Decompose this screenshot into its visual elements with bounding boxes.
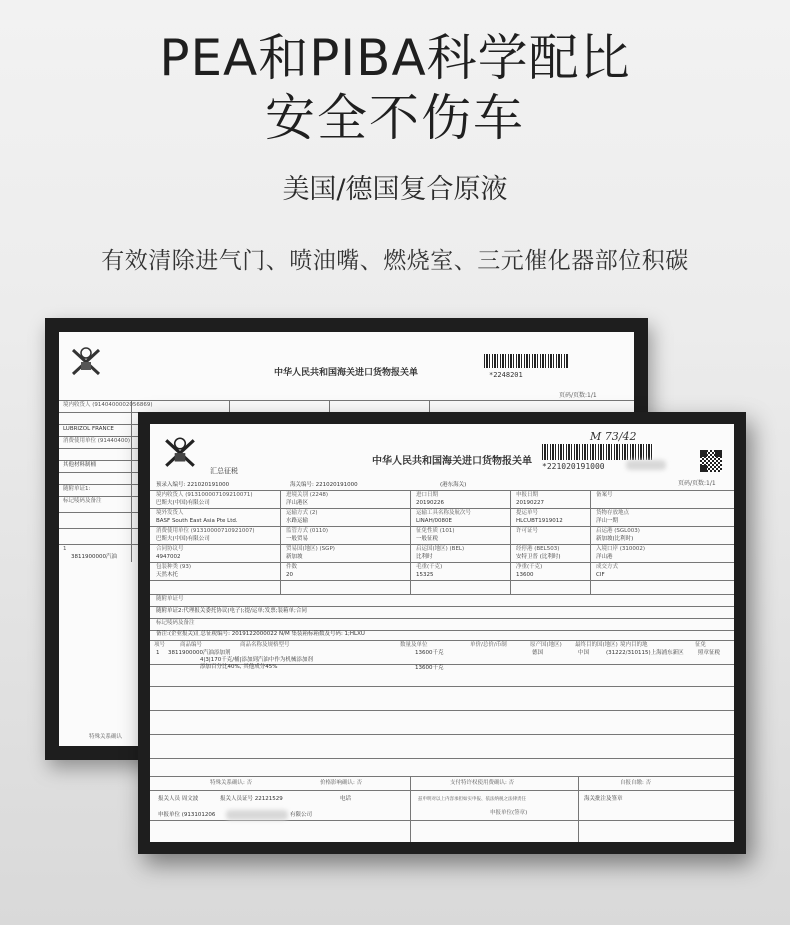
goods-header-dest: 最终目的国(地区) xyxy=(575,642,618,648)
back-field: 3811900000汽油 xyxy=(71,554,117,560)
grid-cell: 货物存放地点 xyxy=(596,510,630,516)
grid-cell: 15325 xyxy=(416,572,434,578)
grid-cell: BASF South East Asia Pte Ltd. xyxy=(156,518,238,524)
grid-cell: 件数 xyxy=(286,564,298,570)
declare-unit-tail: 有限公司 xyxy=(290,812,313,818)
grid-cell: 一般贸易 xyxy=(286,536,309,542)
description: 有效清除进气门、喷油嘴、燃烧室、三元催化器部位积碳 xyxy=(101,248,689,274)
declare-unit: 申报单位 (913101206 xyxy=(158,812,216,818)
customs-port: (港东海关) xyxy=(440,482,467,488)
grid-cell: 洋山一期 xyxy=(596,518,619,524)
footer-label-4: 自报自缴: 否 xyxy=(620,780,652,786)
footer-label-3: 支付特许权使用费确认: 否 xyxy=(450,780,515,786)
grid-cell: 启运港 (SGL003) xyxy=(596,528,640,534)
goods-header-origin: 原产国(地区) xyxy=(530,642,562,648)
grid-cell: 洋山港区 xyxy=(286,500,309,506)
grid-cell: 经停港 (BEL503) xyxy=(516,546,560,552)
grid-cell: 水路运输 xyxy=(286,518,309,524)
grid-cell: 启运国(地区) (BEL) xyxy=(416,546,465,552)
phone-label: 电话 xyxy=(340,796,352,802)
back-barcode-number: *2248201 xyxy=(489,371,523,379)
goods-header-price: 单价/总价/币制 xyxy=(470,642,507,648)
grid-cell: 巴斯夫(中国)有限公司 xyxy=(156,500,210,506)
grid-cell: 20 xyxy=(286,572,293,578)
front-barcode xyxy=(542,444,654,460)
qr-code-icon xyxy=(700,450,722,472)
grid-cell: 13600 xyxy=(516,572,534,578)
grid-cell: 消费使用单位 (91310000710921007) xyxy=(156,528,255,534)
grid-cell: 征免性质 (101) xyxy=(416,528,455,534)
headline-line-2: 安全不伤车 xyxy=(265,89,525,147)
grid-cell: 运输方式 (2) xyxy=(286,510,318,516)
goods-item-origin: 德国 xyxy=(532,650,544,656)
grid-cell: 包装种类 (93) xyxy=(156,564,192,570)
back-field: 标记唛码及备注 xyxy=(63,498,102,504)
grid-cell: 一般征税 xyxy=(416,536,439,542)
goods-item-qty-2: 13600千克 xyxy=(415,665,444,671)
grid-cell: 4947002 xyxy=(156,554,181,560)
grid-cell: 许可证号 xyxy=(516,528,539,534)
grid-cell: 成交方式 xyxy=(596,564,619,570)
goods-header-domestic: 境内目的地 xyxy=(620,642,648,648)
grid-cell: 进口日期 xyxy=(416,492,439,498)
footer-label-1: 特殊关系确认: 否 xyxy=(210,780,253,786)
remarks: 备注:(企业报关)汇总征税编号: 2019122000022 N/M 集装箱标箱数及号码: 1;HLXU xyxy=(156,631,365,637)
grid-cell: 运输工具名称及航次号 xyxy=(416,510,472,516)
back-field: 其他材料制桶 xyxy=(63,462,97,468)
grid-cell: 境外发货人 xyxy=(156,510,184,516)
goods-header-name: 商品名称及规格型号 xyxy=(240,642,290,648)
goods-item-dest: 中国 xyxy=(578,650,590,656)
grid-cell: 巴斯夫(中国)有限公司 xyxy=(156,536,210,542)
goods-item-qty: 13600千克 xyxy=(415,650,444,656)
grid-cell: 20190226 xyxy=(416,500,444,506)
goods-item-no: 1 xyxy=(156,650,160,656)
grid-cell: HLCUBT1919012 xyxy=(516,518,563,524)
goods-header-code: 商品编号 xyxy=(180,642,203,648)
declarant: 报关人员 周文波 xyxy=(158,796,199,802)
tax-label: 汇总征税 xyxy=(210,467,238,475)
grid-cell: 天然木托 xyxy=(156,572,179,578)
customs-emblem-icon xyxy=(69,344,103,378)
preentry-number: 预录入编号: 221020191000 xyxy=(156,482,230,488)
back-field: 消费使用单位 (91440400) xyxy=(63,438,131,444)
headline-line-1: PEA和PIBA科学配比 xyxy=(159,29,631,87)
back-page-number: 页码/页数:1/1 xyxy=(559,392,597,399)
grid-cell: 毛重(千克) xyxy=(416,564,443,570)
back-document-title: 中华人民共和国海关进口货物报关单 xyxy=(274,368,419,378)
statement: 兹申明对以上内容承担如实申报、依法纳税之法律责任 xyxy=(418,797,526,802)
grid-cell: 洋山港 xyxy=(596,554,613,560)
grid-cell: LINAH/0080E xyxy=(416,518,453,524)
back-field: 境内收货人 (9140400002056869) xyxy=(63,402,153,408)
remarks-label: 标记唛码及备注 xyxy=(156,620,195,626)
grid-cell: 比利时 xyxy=(416,554,433,560)
grid-cell: CIF xyxy=(596,572,605,578)
back-field: 随附单证1: xyxy=(63,486,91,492)
grid-cell: 入境口岸 (310002) xyxy=(596,546,646,552)
goods-header-no: 项号 xyxy=(154,642,166,648)
footer-label-2: 价格影响确认: 否 xyxy=(320,780,363,786)
grid-cell: 申报日期 xyxy=(516,492,539,498)
goods-item-domestic: (31222/310115)上海浦东新区 xyxy=(606,650,684,656)
handwritten-note: M 73/42 xyxy=(590,430,637,443)
goods-item-spec-2: 添加百分比40%, 其他成分45% xyxy=(200,664,278,670)
grid-cell: 备案号 xyxy=(596,492,613,498)
grid-cell: 提运单号 xyxy=(516,510,539,516)
grid-cell: 净重(千克) xyxy=(516,564,543,570)
front-page-number: 页码/页数:1/1 xyxy=(678,480,716,487)
docs-detail: 随附单证2:代理报关委托协议(电子);提/运单;发票;装箱单;合同 xyxy=(156,608,307,614)
back-barcode xyxy=(484,354,568,368)
goods-header-exempt: 征免 xyxy=(695,642,707,648)
back-item-no: 1 xyxy=(63,546,67,552)
grid-cell: 监管方式 (0110) xyxy=(286,528,329,534)
front-barcode-number: *221020191000 xyxy=(542,462,605,471)
goods-header-qty: 数量及单位 xyxy=(400,642,428,648)
back-field: 特殊关系确认 xyxy=(89,734,123,740)
grid-cell: 20190227 xyxy=(516,500,544,506)
customs-number: 海关编号: 221020191000 xyxy=(290,482,358,488)
grid-cell: 安特卫普 (比利时) xyxy=(516,554,561,560)
front-document-frame xyxy=(138,412,746,854)
customs-emblem-icon xyxy=(162,434,198,470)
goods-item-spec: 4|3|170千克/桶|添加到汽油中作为机械添加剂 xyxy=(200,657,313,663)
docs-row-label: 随附单证号 xyxy=(156,596,184,602)
grid-cell: 进境关别 (2248) xyxy=(286,492,329,498)
grid-cell: 贸易国(地区) (SGP) xyxy=(286,546,335,552)
front-document xyxy=(150,424,734,842)
grid-cell: 境内收货人 (913100007109210071) xyxy=(156,492,253,498)
customs-remark: 海关批注及签章 xyxy=(584,796,623,802)
back-field: LUBRIZOL FRANCE xyxy=(63,426,114,432)
seal-label: 申报单位(签章) xyxy=(490,810,528,816)
declarant-cert: 报关人员证号 22121529 xyxy=(220,796,283,802)
subtitle: 美国/德国复合原液 xyxy=(282,174,508,205)
goods-item-code: 3811900000汽油添加剂 xyxy=(168,650,231,656)
goods-item-exempt: 照章征税 xyxy=(698,650,721,656)
front-document-title: 中华人民共和国海关进口货物报关单 xyxy=(372,456,532,467)
grid-cell: 新加坡(比利时) xyxy=(596,536,634,542)
grid-cell: 新加坡 xyxy=(286,554,303,560)
grid-cell: 合同协议号 xyxy=(156,546,184,552)
